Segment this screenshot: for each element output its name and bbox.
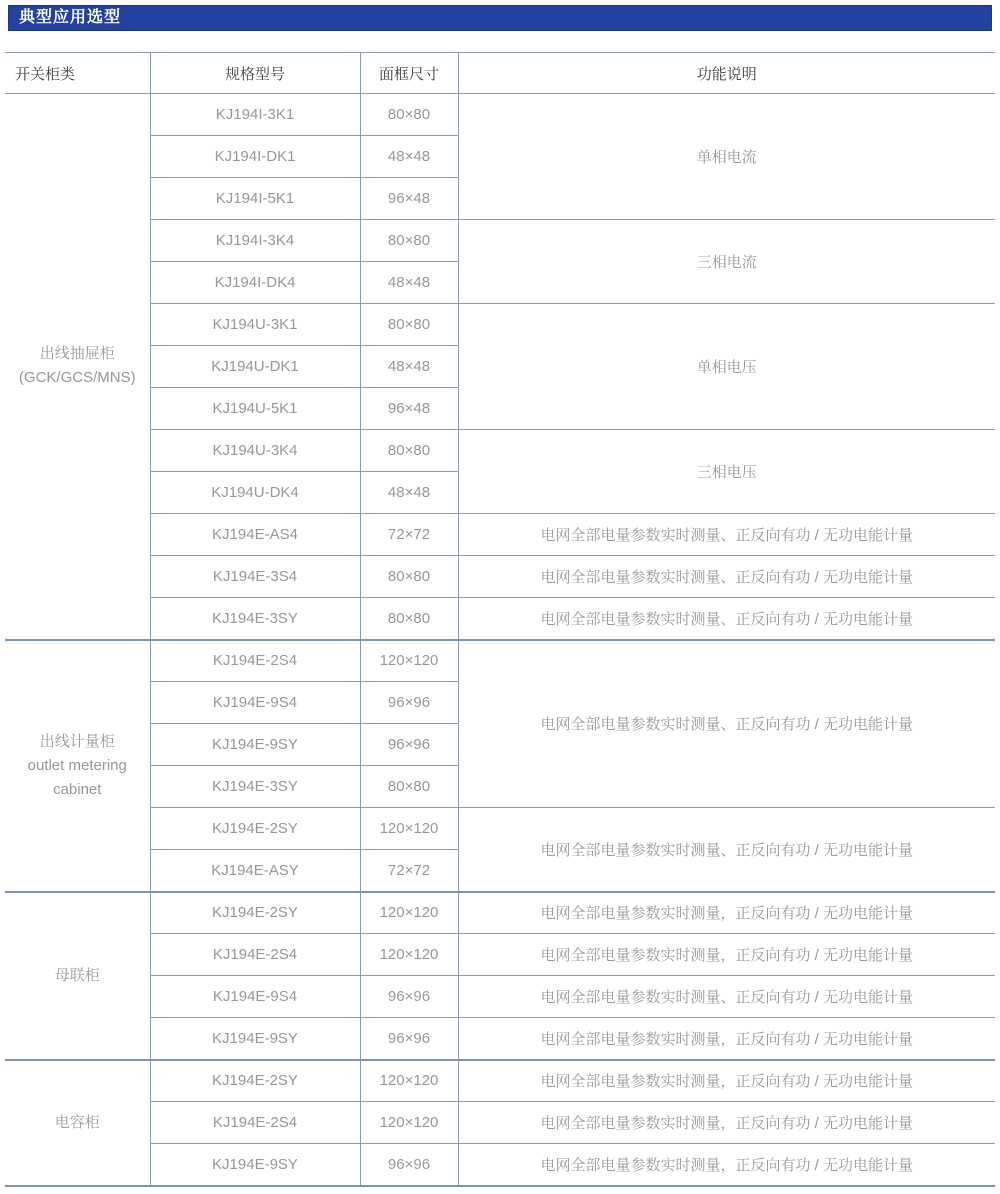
size-cell: 48×48 bbox=[360, 472, 458, 514]
model-cell: KJ194E-9SY bbox=[150, 724, 360, 766]
model-cell: KJ194E-3SY bbox=[150, 598, 360, 640]
model-cell: KJ194E-2S4 bbox=[150, 1102, 360, 1144]
category-line: (GCK/GCS/MNS) bbox=[18, 369, 136, 387]
size-cell: 96×96 bbox=[360, 1018, 458, 1060]
function-cell: 电网全部电量参数实时测量、正反向有功 / 无功电能计量 bbox=[458, 640, 995, 808]
model-cell: KJ194E-2SY bbox=[150, 1060, 360, 1102]
model-cell: KJ194E-3SY bbox=[150, 766, 360, 808]
size-cell: 96×48 bbox=[360, 388, 458, 430]
model-cell: KJ194U-DK1 bbox=[150, 346, 360, 388]
size-cell: 80×80 bbox=[360, 598, 458, 640]
table-row bbox=[5, 94, 995, 136]
size-cell: 96×48 bbox=[360, 178, 458, 220]
function-cell: 电网全部电量参数实时测量，正反向有功 / 无功电能计量 bbox=[458, 1144, 995, 1186]
table-row bbox=[5, 976, 995, 1018]
table-row bbox=[5, 304, 995, 346]
model-cell: KJ194E-3S4 bbox=[150, 556, 360, 598]
model-cell: KJ194U-3K1 bbox=[150, 304, 360, 346]
model-cell: KJ194I-3K1 bbox=[150, 94, 360, 136]
model-cell: KJ194I-DK1 bbox=[150, 136, 360, 178]
header-cell-model: 规格型号 bbox=[150, 53, 360, 94]
model-cell: KJ194E-2S4 bbox=[150, 934, 360, 976]
size-cell: 96×96 bbox=[360, 724, 458, 766]
header-cell-cabinet-type: 开关柜类 bbox=[5, 53, 150, 94]
model-cell: KJ194E-ASY bbox=[150, 850, 360, 892]
category-cell bbox=[5, 640, 150, 892]
category-line: 出线计量柜 bbox=[39, 732, 115, 750]
function-cell: 电网全部电量参数实时测量，正反向有功 / 无功电能计量 bbox=[458, 1102, 995, 1144]
table-row bbox=[5, 556, 995, 598]
size-cell: 120×120 bbox=[360, 640, 458, 682]
table-row bbox=[5, 892, 995, 934]
size-cell: 120×120 bbox=[360, 892, 458, 934]
function-cell: 单相电流 bbox=[458, 94, 995, 220]
table-row bbox=[5, 934, 995, 976]
table-row bbox=[5, 220, 995, 262]
size-cell: 80×80 bbox=[360, 94, 458, 136]
model-cell: KJ194E-9SY bbox=[150, 1018, 360, 1060]
model-cell: KJ194U-DK4 bbox=[150, 472, 360, 514]
page-title: 典型应用选型 bbox=[8, 5, 992, 31]
function-cell: 电网全部电量参数实时测量，正反向有功 / 无功电能计量 bbox=[458, 892, 995, 934]
model-cell: KJ194E-2SY bbox=[150, 808, 360, 850]
function-cell: 电网全部电量参数实时测量、正反向有功 / 无功电能计量 bbox=[458, 598, 995, 640]
function-cell: 电网全部电量参数实时测量、正反向有功 / 无功电能计量 bbox=[458, 976, 995, 1018]
size-cell: 80×80 bbox=[360, 220, 458, 262]
size-cell: 120×120 bbox=[360, 1102, 458, 1144]
model-cell: KJ194E-9SY bbox=[150, 1144, 360, 1186]
size-cell: 120×120 bbox=[360, 1060, 458, 1102]
size-cell: 48×48 bbox=[360, 136, 458, 178]
table-row bbox=[5, 1144, 995, 1186]
table-row bbox=[5, 640, 995, 682]
table-body bbox=[5, 94, 995, 1186]
category-line: cabinet bbox=[53, 780, 102, 798]
function-cell: 三相电流 bbox=[458, 220, 995, 304]
category-cell bbox=[5, 94, 150, 640]
category-line: 出线抽屉柜 bbox=[39, 345, 115, 363]
size-cell: 96×96 bbox=[360, 682, 458, 724]
table-row bbox=[5, 1102, 995, 1144]
function-cell: 单相电压 bbox=[458, 304, 995, 430]
selection-table bbox=[5, 52, 995, 1187]
model-cell: KJ194E-9S4 bbox=[150, 682, 360, 724]
size-cell: 48×48 bbox=[360, 262, 458, 304]
category-cell bbox=[5, 1060, 150, 1186]
size-cell: 120×120 bbox=[360, 934, 458, 976]
model-cell: KJ194E-AS4 bbox=[150, 514, 360, 556]
model-cell: KJ194I-5K1 bbox=[150, 178, 360, 220]
header-cell-function: 功能说明 bbox=[458, 53, 995, 94]
table-row bbox=[5, 808, 995, 850]
table-row bbox=[5, 430, 995, 472]
size-cell: 48×48 bbox=[360, 346, 458, 388]
category-cell bbox=[5, 892, 150, 1060]
model-cell: KJ194U-5K1 bbox=[150, 388, 360, 430]
function-cell: 电网全部电量参数实时测量、正反向有功 / 无功电能计量 bbox=[458, 556, 995, 598]
table-row bbox=[5, 598, 995, 640]
table-row bbox=[5, 514, 995, 556]
header-cell-frame-size: 面框尺寸 bbox=[360, 53, 458, 94]
size-cell: 80×80 bbox=[360, 556, 458, 598]
model-cell: KJ194U-3K4 bbox=[150, 430, 360, 472]
model-cell: KJ194E-9S4 bbox=[150, 976, 360, 1018]
function-cell: 电网全部电量参数实时测量，正反向有功 / 无功电能计量 bbox=[458, 1060, 995, 1102]
table-header-row bbox=[5, 53, 995, 94]
size-cell: 80×80 bbox=[360, 430, 458, 472]
model-cell: KJ194E-2SY bbox=[150, 892, 360, 934]
category-line: 电容柜 bbox=[54, 1113, 100, 1131]
function-cell: 电网全部电量参数实时测量，正反向有功 / 无功电能计量 bbox=[458, 934, 995, 976]
model-cell: KJ194I-DK4 bbox=[150, 262, 360, 304]
size-cell: 80×80 bbox=[360, 766, 458, 808]
size-cell: 80×80 bbox=[360, 304, 458, 346]
function-cell: 电网全部电量参数实时测量、正反向有功 / 无功电能计量 bbox=[458, 514, 995, 556]
size-cell: 72×72 bbox=[360, 514, 458, 556]
model-cell: KJ194I-3K4 bbox=[150, 220, 360, 262]
function-cell: 电网全部电量参数实时测量，正反向有功 / 无功电能计量 bbox=[458, 1018, 995, 1060]
category-line: outlet metering bbox=[27, 756, 127, 774]
function-cell: 电网全部电量参数实时测量、正反向有功 / 无功电能计量 bbox=[458, 808, 995, 892]
model-cell: KJ194E-2S4 bbox=[150, 640, 360, 682]
size-cell: 72×72 bbox=[360, 850, 458, 892]
size-cell: 96×96 bbox=[360, 976, 458, 1018]
table-row bbox=[5, 1060, 995, 1102]
size-cell: 96×96 bbox=[360, 1144, 458, 1186]
category-line: 母联柜 bbox=[54, 966, 100, 984]
table-row bbox=[5, 1018, 995, 1060]
function-cell: 三相电压 bbox=[458, 430, 995, 514]
size-cell: 120×120 bbox=[360, 808, 458, 850]
